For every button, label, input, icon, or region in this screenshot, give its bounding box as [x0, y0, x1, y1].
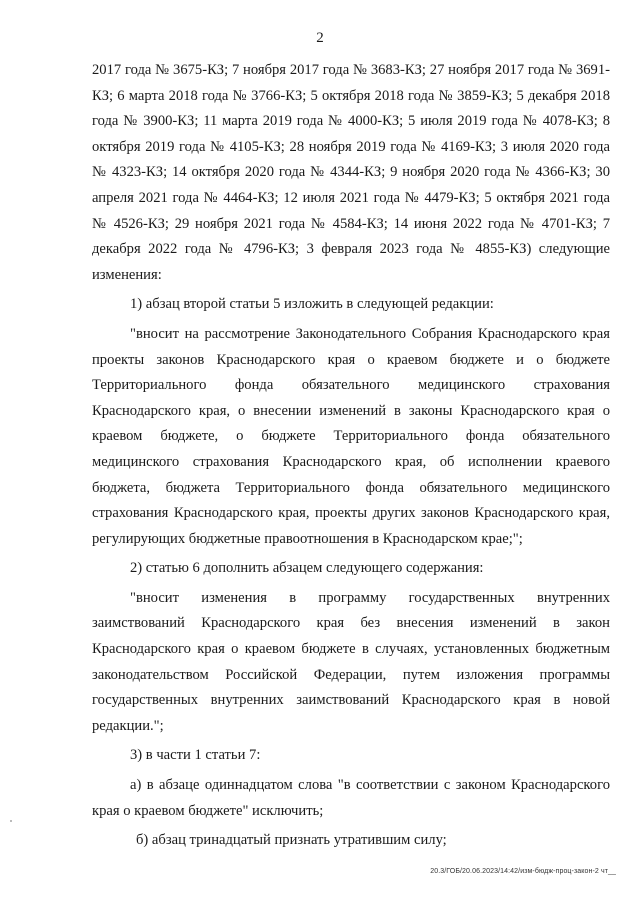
scan-speck [10, 820, 12, 822]
paragraph-subitem-b: б) абзац тринадцатый признать утратившим силу; [136, 832, 447, 849]
paragraph-item-1: 1) абзац второй статьи 5 изложить в следующей редакции: [130, 296, 494, 313]
paragraph-item-3: 3) в части 1 статьи 7: [130, 747, 261, 764]
paragraph-item-2: 2) статью 6 дополнить абзацем следующего содержания: [130, 560, 484, 577]
paragraph-item-2-text: "вносит изменения в программу государственных внутренних заимствований Краснодарского края без внесения изменений в закон Краснодарского края о краевом бюджете в случаях, установленных бюджетным законодательством Российской Федерации, путем изложения программы государственных внутренних заимствований Краснодарского края в новой редакции."; [92, 589, 610, 734]
paragraph-amendment-list: 2017 года № 3675-КЗ; 7 ноября 2017 года № 3683-КЗ; 27 ноября 2017 года № 3691-КЗ; 6 марта 2018 года № 3766-КЗ; 5 октября 2018 года № 3859-КЗ; 5 декабря 2018 года № 3900-КЗ; 11 марта 2019 года № 4000-КЗ; 5 июля 2019 года № 4078-КЗ; 8 октября 2019 года № 4105-КЗ; 28 ноября 2019 года № 4169-КЗ; 3 июля 2020 года № 4323-КЗ; 14 октября 2020 года № 4344-КЗ; 9 ноября 2020 года № 4366-КЗ; 30 апреля 2021 года № 4464-КЗ; 12 июля 2021 года № 4479-КЗ; 5 октября 2021 года № 4526-КЗ; 29 ноября 2021 года № 4584-КЗ; 14 июня 2022 года № 4701-КЗ; 7 декабря 2022 года № 4796-КЗ; 3 февраля 2023 года № 4855-КЗ) следующие изменения: [92, 62, 610, 283]
paragraph-subitem-a: а) в абзаце одиннадцатом слова "в соответствии с законом Краснодарского края о краевом бюджете" исключить; [92, 777, 610, 819]
page-number: 2 [316, 30, 324, 46]
document-body [92, 58, 610, 858]
document-footer: 20.3/ГОБ/20.06.2023/14:42/изм-бюдж-проц-закон-2 чт__ [430, 868, 616, 875]
paragraph-item-1-text: "вносит на рассмотрение Законодательного Собрания Краснодарского края проекты законов Краснодарского края о краевом бюджете и о бюджете Территориального фонда обязательного медицинского страхования Краснодарского края, о внесении изменений в законы Краснодарского края о краевом бюджете, о бюджете Территориального фонда обязательного медицинского страхования Краснодарского края, об исполнении краевого бюджета, бюджета Территориального фонда обязательного медицинского страхования Краснодарского края, проекты других законов Краснодарского края, регулирующих бюджетные правоотношения в Краснодарском крае;"; [92, 325, 610, 547]
